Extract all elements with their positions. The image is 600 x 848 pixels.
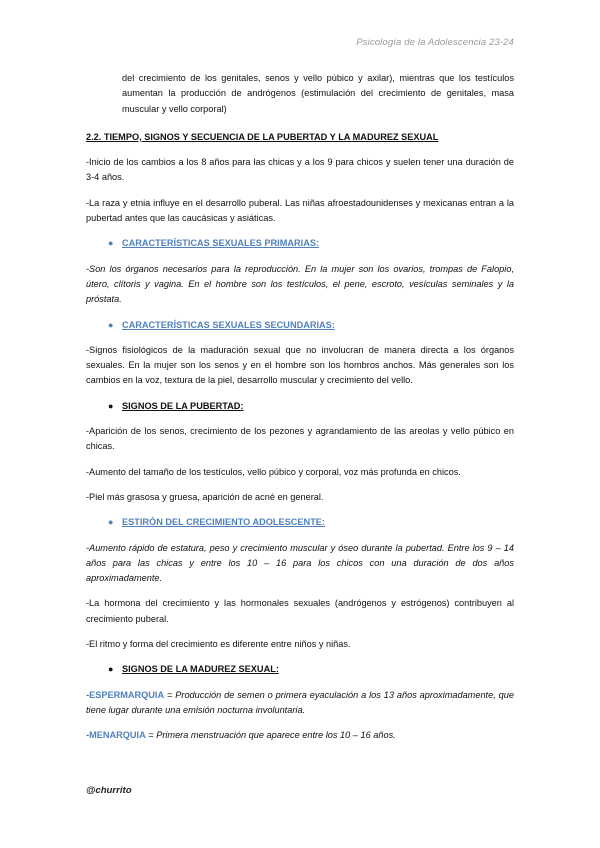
- bullet-dot-icon: ●: [108, 664, 114, 675]
- paragraph-testiculos: -Aumento del tamaño de los testículos, vello púbico y corporal, voz más profunda en chicos.: [86, 466, 461, 477]
- definition-espermarquia: = Producción de semen o primera eyaculación a los 13 años aproximadamente, que tiene lugar durante una emisión nocturna involuntaria.: [86, 689, 514, 715]
- bullet-primarias-label: CARACTERÍSTICAS SEXUALES PRIMARIAS:: [122, 238, 320, 249]
- paragraph-inicio: -Inicio de los cambios a los 8 años para las chicas y a los 9 para chicos y suelen tener una duración de 3-4 años.: [86, 157, 514, 183]
- definition-menarquia: = Primera menstruación que aparece entre los 10 – 16 años.: [145, 730, 396, 741]
- bullet-madurez: [86, 662, 514, 677]
- bullet-dot-icon: ●: [108, 319, 114, 330]
- paragraph-piel: -Piel más grasosa y gruesa, aparición de acné en general.: [86, 491, 324, 502]
- paragraph-menarquia: -MENARQUIA = Primera menstruación que aparece entre los 10 – 16 años.: [86, 730, 396, 741]
- bullet-signos-pubertad: [86, 399, 514, 414]
- paragraph-secundarias: -Signos fisiológicos de la maduración sexual que no involucran de manera directa a los órganos sexuales. En la mujer son los senos y en el hombre son los hombros anchos. Más generales son los cambios en la voz, textura de la piel, desarrollo muscular y crecimiento del vello.: [86, 344, 514, 386]
- bullet-dot-icon: ●: [108, 238, 114, 249]
- bullet-secundarias-label: CARACTERÍSTICAS SEXUALES SECUNDARIAS:: [122, 319, 335, 330]
- bullet-madurez-label: SIGNOS DE LA MADUREZ SEXUAL:: [122, 664, 279, 675]
- paragraph-senos: -Aparición de los senos, crecimiento de los pezones y agrandamiento de las areolas y vello púbico en chicas.: [86, 426, 514, 452]
- bullet-estiron: [86, 515, 514, 530]
- paragraph-hormona: -La hormona del crecimiento y las hormonales sexuales (andrógenos y estrógenos) contribuyen al crecimiento puberal.: [86, 598, 514, 624]
- intro-continuation: del crecimiento de los genitales, senos y vello púbico y axilar), mientras que los testículos aumentan la producción de andrógenos (estimulación del crecimiento de genitales, masa muscular y vello corporal): [122, 73, 514, 114]
- section-title: 2.2. TIEMPO, SIGNOS Y SECUENCIA DE LA PUBERTAD Y LA MADUREZ SEXUAL: [86, 131, 439, 142]
- paragraph-ritmo: -El ritmo y forma del crecimiento es diferente entre niños y niñas.: [86, 639, 351, 650]
- paragraph-raza: -La raza y etnia influye en el desarrollo puberal. Las niñas afroestadounidenses y mexicanas entran a la pubertad antes que las caucásicas y asiáticas.: [86, 197, 514, 224]
- paragraph-espermarquia: -ESPERMARQUIA = Producción de semen o primera eyaculación a los 13 años aproximadamente, que tiene lugar durante una emisión nocturna involuntaria.: [86, 689, 514, 715]
- term-espermarquia: ESPERMARQUIA: [89, 689, 165, 700]
- bullet-signos-pubertad-label: SIGNOS DE LA PUBERTAD:: [122, 400, 244, 411]
- running-header: Psicología de la Adolescencia 23-24: [356, 37, 514, 48]
- paragraph-primarias: -Son los órganos necesarios para la reproducción. En la mujer son los ovarios, trompas de Falopio, útero, clítoris y vagina. En el hombre son los testículos, el pene, escroto, vesículas seminales y la próstata.: [86, 263, 514, 305]
- page-content: [86, 71, 514, 744]
- bullet-estiron-label: ESTIRÓN DEL CRECIMIENTO ADOLESCENTE:: [122, 517, 325, 528]
- paragraph-estatura: -Aumento rápido de estatura, peso y crecimiento muscular y óseo durante la pubertad. Entre los 9 – 14 años para las chicas y entre los 10 – 16 para los chicos con una duración de dos años aproximadamente.: [86, 542, 514, 584]
- bullet-primarias: [86, 236, 514, 251]
- term-menarquia: MENARQUIA: [89, 730, 146, 741]
- bullet-secundarias: [86, 318, 514, 333]
- bullet-dot-icon: ●: [108, 517, 114, 528]
- bullet-dot-icon: ●: [108, 400, 114, 411]
- author-footer: @churrito: [86, 785, 132, 796]
